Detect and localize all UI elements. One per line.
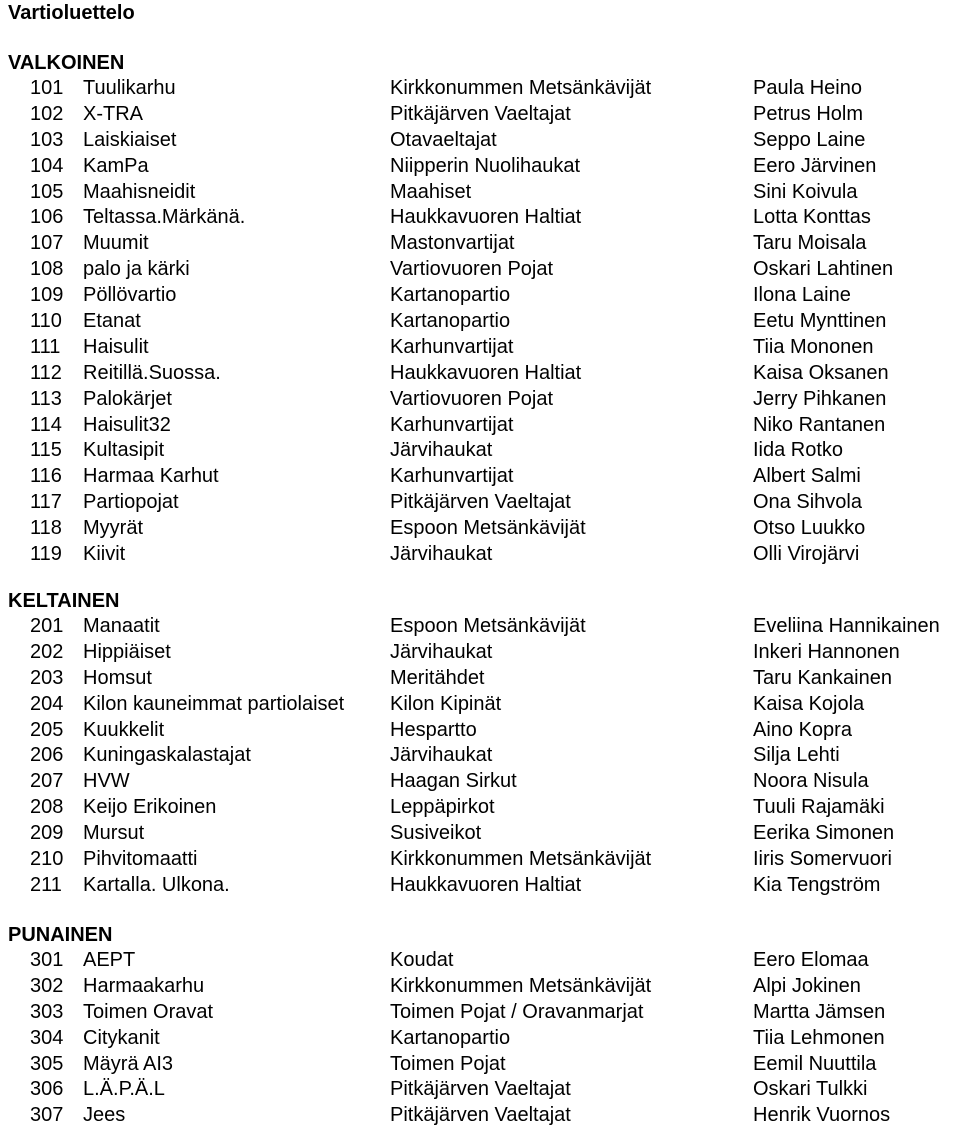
- patrol-number: 302: [30, 974, 64, 997]
- scout-group: Järvihaukat: [390, 744, 493, 767]
- patrol-leader: Seppo Laine: [753, 128, 866, 151]
- table-row: [0, 205, 960, 231]
- scout-group: Karhunvartijat: [390, 465, 514, 488]
- patrol-number: 307: [30, 1104, 64, 1127]
- table-row: [0, 1000, 960, 1026]
- patrol-leader: Ona Sihvola: [753, 491, 862, 514]
- patrol-leader: Ilona Laine: [753, 284, 851, 307]
- patrol-number: 113: [30, 387, 62, 410]
- patrol-number: 211: [30, 873, 62, 896]
- section-heading: KELTAINEN: [8, 590, 120, 612]
- patrol-name: Toimen Oravat: [83, 1000, 214, 1023]
- patrol-name: X-TRA: [83, 102, 143, 125]
- table-row: [0, 743, 960, 769]
- patrol-leader: Alpi Jokinen: [753, 974, 861, 997]
- patrol-name: Haisulit: [83, 335, 149, 358]
- patrol-number: 108: [30, 258, 64, 281]
- scout-group: Kirkkonummen Metsänkävijät: [390, 77, 652, 99]
- scout-group: Kartanopartio: [390, 310, 511, 333]
- table-row: [0, 948, 960, 974]
- patrol-leader: Tiia Lehmonen: [753, 1026, 885, 1049]
- patrol-leader: Niko Rantanen: [753, 413, 886, 436]
- patrol-leader: Eetu Mynttinen: [753, 310, 887, 333]
- scout-group: Koudat: [390, 949, 454, 971]
- patrol-name: Kilon kauneimmat partiolaiset: [83, 692, 345, 715]
- scout-group: Niipperin Nuolihaukat: [390, 154, 581, 177]
- table-row: [0, 180, 960, 206]
- scout-group: Maahiset: [390, 180, 472, 203]
- patrol-name: Reitillä.Suossa.: [83, 361, 221, 384]
- patrol-number: 305: [30, 1052, 64, 1075]
- patrol-number: 118: [30, 517, 62, 540]
- patrol-leader: Henrik Vuornos: [753, 1104, 891, 1127]
- patrol-leader: Eveliina Hannikainen: [753, 615, 940, 637]
- patrol-name: Laiskiaiset: [83, 128, 177, 151]
- patrol-leader: Paula Heino: [753, 77, 862, 99]
- patrol-number: 115: [30, 439, 62, 462]
- scout-group: Hespartto: [390, 718, 477, 741]
- patrol-leader: Olli Virojärvi: [753, 543, 860, 566]
- table-row: [0, 640, 960, 666]
- table-row: [0, 1052, 960, 1078]
- patrol-number: 119: [30, 543, 62, 566]
- patrol-leader: Taru Moisala: [753, 232, 867, 255]
- scout-group: Karhunvartijat: [390, 413, 514, 436]
- patrol-number: 207: [30, 770, 64, 793]
- scout-group: Kirkkonummen Metsänkävijät: [390, 848, 652, 871]
- patrol-list: [0, 948, 960, 1129]
- patrol-name: Kultasipit: [83, 439, 165, 462]
- table-row: [0, 361, 960, 387]
- patrol-leader: Kaisa Oksanen: [753, 361, 889, 384]
- table-row: [0, 283, 960, 309]
- table-row: [0, 974, 960, 1000]
- scout-group: Kilon Kipinät: [390, 692, 502, 715]
- patrol-name: Tuulikarhu: [83, 77, 176, 99]
- patrol-leader: Kia Tengström: [753, 873, 881, 896]
- table-row: [0, 257, 960, 283]
- scout-group: Susiveikot: [390, 822, 482, 845]
- patrol-name: Keijo Erikoinen: [83, 796, 217, 819]
- patrol-name: Partiopojat: [83, 491, 179, 514]
- patrol-number: 203: [30, 666, 64, 689]
- patrol-name: Maahisneidit: [83, 180, 196, 203]
- scout-group: Espoon Metsänkävijät: [390, 615, 586, 637]
- patrol-name: Jees: [83, 1104, 126, 1127]
- patrol-leader: Iida Rotko: [753, 439, 844, 462]
- patrol-name: Harmaakarhu: [83, 974, 205, 997]
- scout-group: Vartiovuoren Pojat: [390, 258, 554, 281]
- table-row: [0, 1026, 960, 1052]
- patrol-leader: Tuuli Rajamäki: [753, 796, 885, 819]
- table-row: [0, 231, 960, 257]
- scout-group: Espoon Metsänkävijät: [390, 517, 586, 540]
- patrol-leader: Sini Koivula: [753, 180, 858, 203]
- patrol-leader: Oskari Tulkki: [753, 1078, 868, 1101]
- patrol-name: Homsut: [83, 666, 152, 689]
- scout-group: Kartanopartio: [390, 1026, 511, 1049]
- table-row: [0, 154, 960, 180]
- patrol-name: Muumit: [83, 232, 149, 255]
- patrol-leader: Iiris Somervuori: [753, 848, 892, 871]
- patrol-name: Teltassa.Märkänä.: [83, 206, 246, 229]
- patrol-name: HVW: [83, 770, 130, 793]
- patrol-number: 117: [30, 491, 62, 514]
- patrol-number: 208: [30, 796, 64, 819]
- patrol-name: palo ja kärki: [83, 258, 190, 281]
- scout-group: Pitkäjärven Vaeltajat: [390, 491, 571, 514]
- patrol-leader: Otso Luukko: [753, 517, 866, 540]
- patrol-number: 101: [30, 77, 64, 99]
- patrol-name: Mäyrä AI3: [83, 1052, 174, 1075]
- table-row: [0, 769, 960, 795]
- table-row: [0, 516, 960, 542]
- table-row: [0, 542, 960, 568]
- table-row: [0, 873, 960, 899]
- table-row: [0, 76, 960, 102]
- table-row: [0, 102, 960, 128]
- patrol-number: 209: [30, 822, 64, 845]
- patrol-leader: Eero Elomaa: [753, 949, 869, 971]
- patrol-name: L.Ä.P.Ä.L: [83, 1078, 165, 1101]
- patrol-number: 106: [30, 206, 64, 229]
- table-row: [0, 128, 960, 154]
- patrol-leader: Aino Kopra: [753, 718, 852, 741]
- scout-group: Karhunvartijat: [390, 335, 514, 358]
- patrol-name: Manaatit: [83, 615, 160, 637]
- patrol-number: 204: [30, 692, 64, 715]
- patrol-number: 301: [30, 949, 64, 971]
- patrol-number: 104: [30, 154, 64, 177]
- table-row: [0, 464, 960, 490]
- patrol-list: [0, 614, 960, 899]
- patrol-name: Mursut: [83, 822, 145, 845]
- patrol-name: Harmaa Karhut: [83, 465, 219, 488]
- patrol-number: 105: [30, 180, 64, 203]
- scout-group: Kartanopartio: [390, 284, 511, 307]
- table-row: [0, 718, 960, 744]
- scout-group: Haukkavuoren Haltiat: [390, 873, 582, 896]
- patrol-name: Etanat: [83, 310, 141, 333]
- patrol-leader: Eemil Nuuttila: [753, 1052, 877, 1075]
- patrol-number: 205: [30, 718, 64, 741]
- patrol-name: Kuukkelit: [83, 718, 165, 741]
- patrol-number: 201: [30, 615, 64, 637]
- patrol-number: 303: [30, 1000, 64, 1023]
- patrol-number: 111: [30, 335, 61, 358]
- patrol-number: 107: [30, 232, 64, 255]
- table-row: [0, 614, 960, 640]
- patrol-leader: Taru Kankainen: [753, 666, 892, 689]
- patrol-name: Pöllövartio: [83, 284, 177, 307]
- table-row: [0, 821, 960, 847]
- patrol-number: 304: [30, 1026, 64, 1049]
- table-row: [0, 692, 960, 718]
- patrol-name: Hippiäiset: [83, 640, 171, 663]
- patrol-leader: Oskari Lahtinen: [753, 258, 894, 281]
- table-row: [0, 1103, 960, 1129]
- scout-group: Haagan Sirkut: [390, 770, 517, 793]
- section-heading: PUNAINEN: [8, 924, 113, 946]
- patrol-name: Haisulit32: [83, 413, 171, 436]
- patrol-number: 116: [30, 465, 62, 488]
- patrol-name: AEPT: [83, 949, 136, 971]
- table-row: [0, 847, 960, 873]
- patrol-leader: Jerry Pihkanen: [753, 387, 887, 410]
- patrol-leader: Lotta Konttas: [753, 206, 871, 229]
- patrol-number: 202: [30, 640, 64, 663]
- table-row: [0, 335, 960, 361]
- patrol-list: [0, 76, 960, 568]
- patrol-number: 210: [30, 848, 64, 871]
- scout-group: Mastonvartijat: [390, 232, 515, 255]
- patrol-leader: Kaisa Kojola: [753, 692, 865, 715]
- patrol-leader: Albert Salmi: [753, 465, 861, 488]
- patrol-name: Myyrät: [83, 517, 143, 540]
- patrol-number: 112: [30, 361, 62, 384]
- scout-group: Haukkavuoren Haltiat: [390, 206, 582, 229]
- patrol-number: 109: [30, 284, 64, 307]
- scout-group: Vartiovuoren Pojat: [390, 387, 554, 410]
- scout-group: Meritähdet: [390, 666, 485, 689]
- patrol-leader: Noora Nisula: [753, 770, 869, 793]
- patrol-leader: Eerika Simonen: [753, 822, 895, 845]
- patrol-leader: Silja Lehti: [753, 744, 840, 767]
- table-row: [0, 666, 960, 692]
- patrol-name: Kuningaskalastajat: [83, 744, 251, 767]
- patrol-name: Pihvitomaatti: [83, 848, 198, 871]
- scout-group: Leppäpirkot: [390, 796, 495, 819]
- patrol-leader: Petrus Holm: [753, 102, 864, 125]
- patrol-name: Kiivit: [83, 543, 126, 566]
- scout-group: Toimen Pojat: [390, 1052, 506, 1075]
- patrol-number: 306: [30, 1078, 64, 1101]
- table-row: [0, 1077, 960, 1103]
- section-heading: VALKOINEN: [8, 52, 125, 74]
- patrol-number: 110: [30, 310, 62, 333]
- patrol-number: 102: [30, 102, 64, 125]
- scout-group: Järvihaukat: [390, 543, 493, 566]
- patrol-number: 114: [30, 413, 62, 436]
- scout-group: Järvihaukat: [390, 640, 493, 663]
- scout-group: Otavaeltajat: [390, 128, 497, 151]
- scout-group: Järvihaukat: [390, 439, 493, 462]
- table-row: [0, 309, 960, 335]
- table-row: [0, 387, 960, 413]
- table-row: [0, 795, 960, 821]
- scout-group: Pitkäjärven Vaeltajat: [390, 1078, 571, 1101]
- table-row: [0, 490, 960, 516]
- patrol-leader: Inkeri Hannonen: [753, 640, 900, 663]
- scout-group: Haukkavuoren Haltiat: [390, 361, 582, 384]
- patrol-leader: Martta Jämsen: [753, 1000, 886, 1023]
- table-row: [0, 438, 960, 464]
- patrol-name: KamPa: [83, 154, 149, 177]
- patrol-name: Citykanit: [83, 1026, 160, 1049]
- patrol-leader: Eero Järvinen: [753, 154, 877, 177]
- scout-group: Pitkäjärven Vaeltajat: [390, 102, 571, 125]
- patrol-leader: Tiia Mononen: [753, 335, 874, 358]
- scout-group: Kirkkonummen Metsänkävijät: [390, 974, 652, 997]
- patrol-name: Palokärjet: [83, 387, 172, 410]
- patrol-number: 103: [30, 128, 64, 151]
- document-title: Vartioluettelo: [8, 2, 135, 24]
- patrol-number: 206: [30, 744, 64, 767]
- patrol-name: Kartalla. Ulkona.: [83, 873, 230, 896]
- scout-group: Pitkäjärven Vaeltajat: [390, 1104, 571, 1127]
- scout-group: Toimen Pojat / Oravanmarjat: [390, 1000, 644, 1023]
- table-row: [0, 413, 960, 439]
